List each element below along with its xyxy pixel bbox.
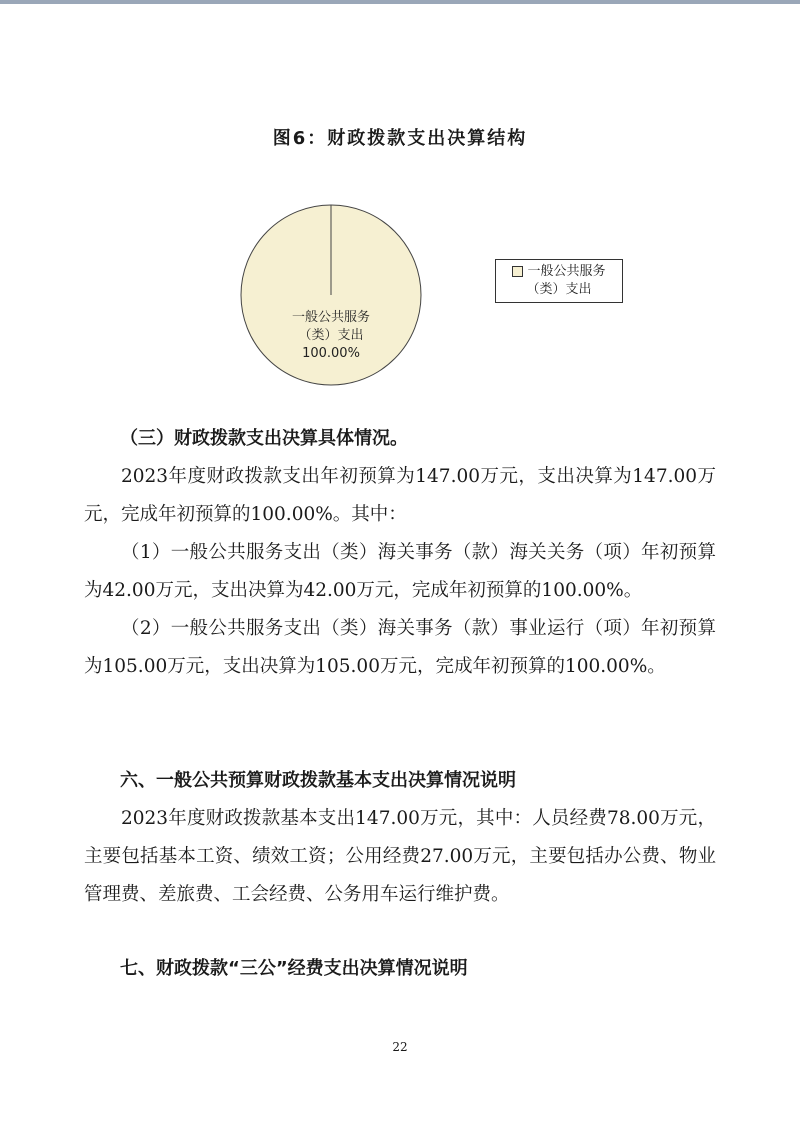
page-number: 22 [392,1040,408,1054]
section-seven [84,950,716,988]
section-three-heading: （三）财政拨款支出决算具体情况。 [120,428,408,449]
section-seven-heading: 七、财政拨款“三公”经费支出决算情况说明 [120,958,468,979]
chart-legend [495,259,623,303]
section-three-item-2: （2）一般公共服务支出（类）海关事务（款）事业运行（项）年初预算为105.00万元，支出决算为105.00万元，完成年初预算的100.00%。 [84,618,716,677]
section-three-item-1: （1）一般公共服务支出（类）海关事务（款）海关关务（项）年初预算为42.00万元，支出决算为42.00万元，完成年初预算的100.00%。 [84,542,716,601]
section-six-body: 2023年度财政拨款基本支出147.00万元，其中：人员经费78.00万元，主要包括基本工资、绩效工资；公用经费27.00万元，主要包括办公费、物业管理费、差旅费、工会经费、公务用车运行维护费。 [84,808,716,905]
legend-label-line-2: （类）支出 [526,282,592,297]
figure-title: 图6：财政拨款支出决算结构 [272,128,528,149]
slice-label-line-1: 一般公共服务 [291,310,371,325]
top-border [0,0,800,4]
slice-label-percent: 100.00% [302,346,360,361]
legend-swatch [512,266,523,277]
section-six-heading: 六、一般公共预算财政拨款基本支出决算情况说明 [120,770,516,791]
section-six [84,762,716,914]
section-three [84,420,716,686]
section-three-intro: 2023年度财政拨款支出年初预算为147.00万元，支出决算为147.00万元，完成年初预算的100.00%。其中： [84,466,716,525]
legend-entry [500,263,618,281]
pie-chart [236,200,426,390]
slice-label-line-2: （类）支出 [298,328,364,343]
legend-label-line-1: 一般公共服务 [527,264,606,279]
